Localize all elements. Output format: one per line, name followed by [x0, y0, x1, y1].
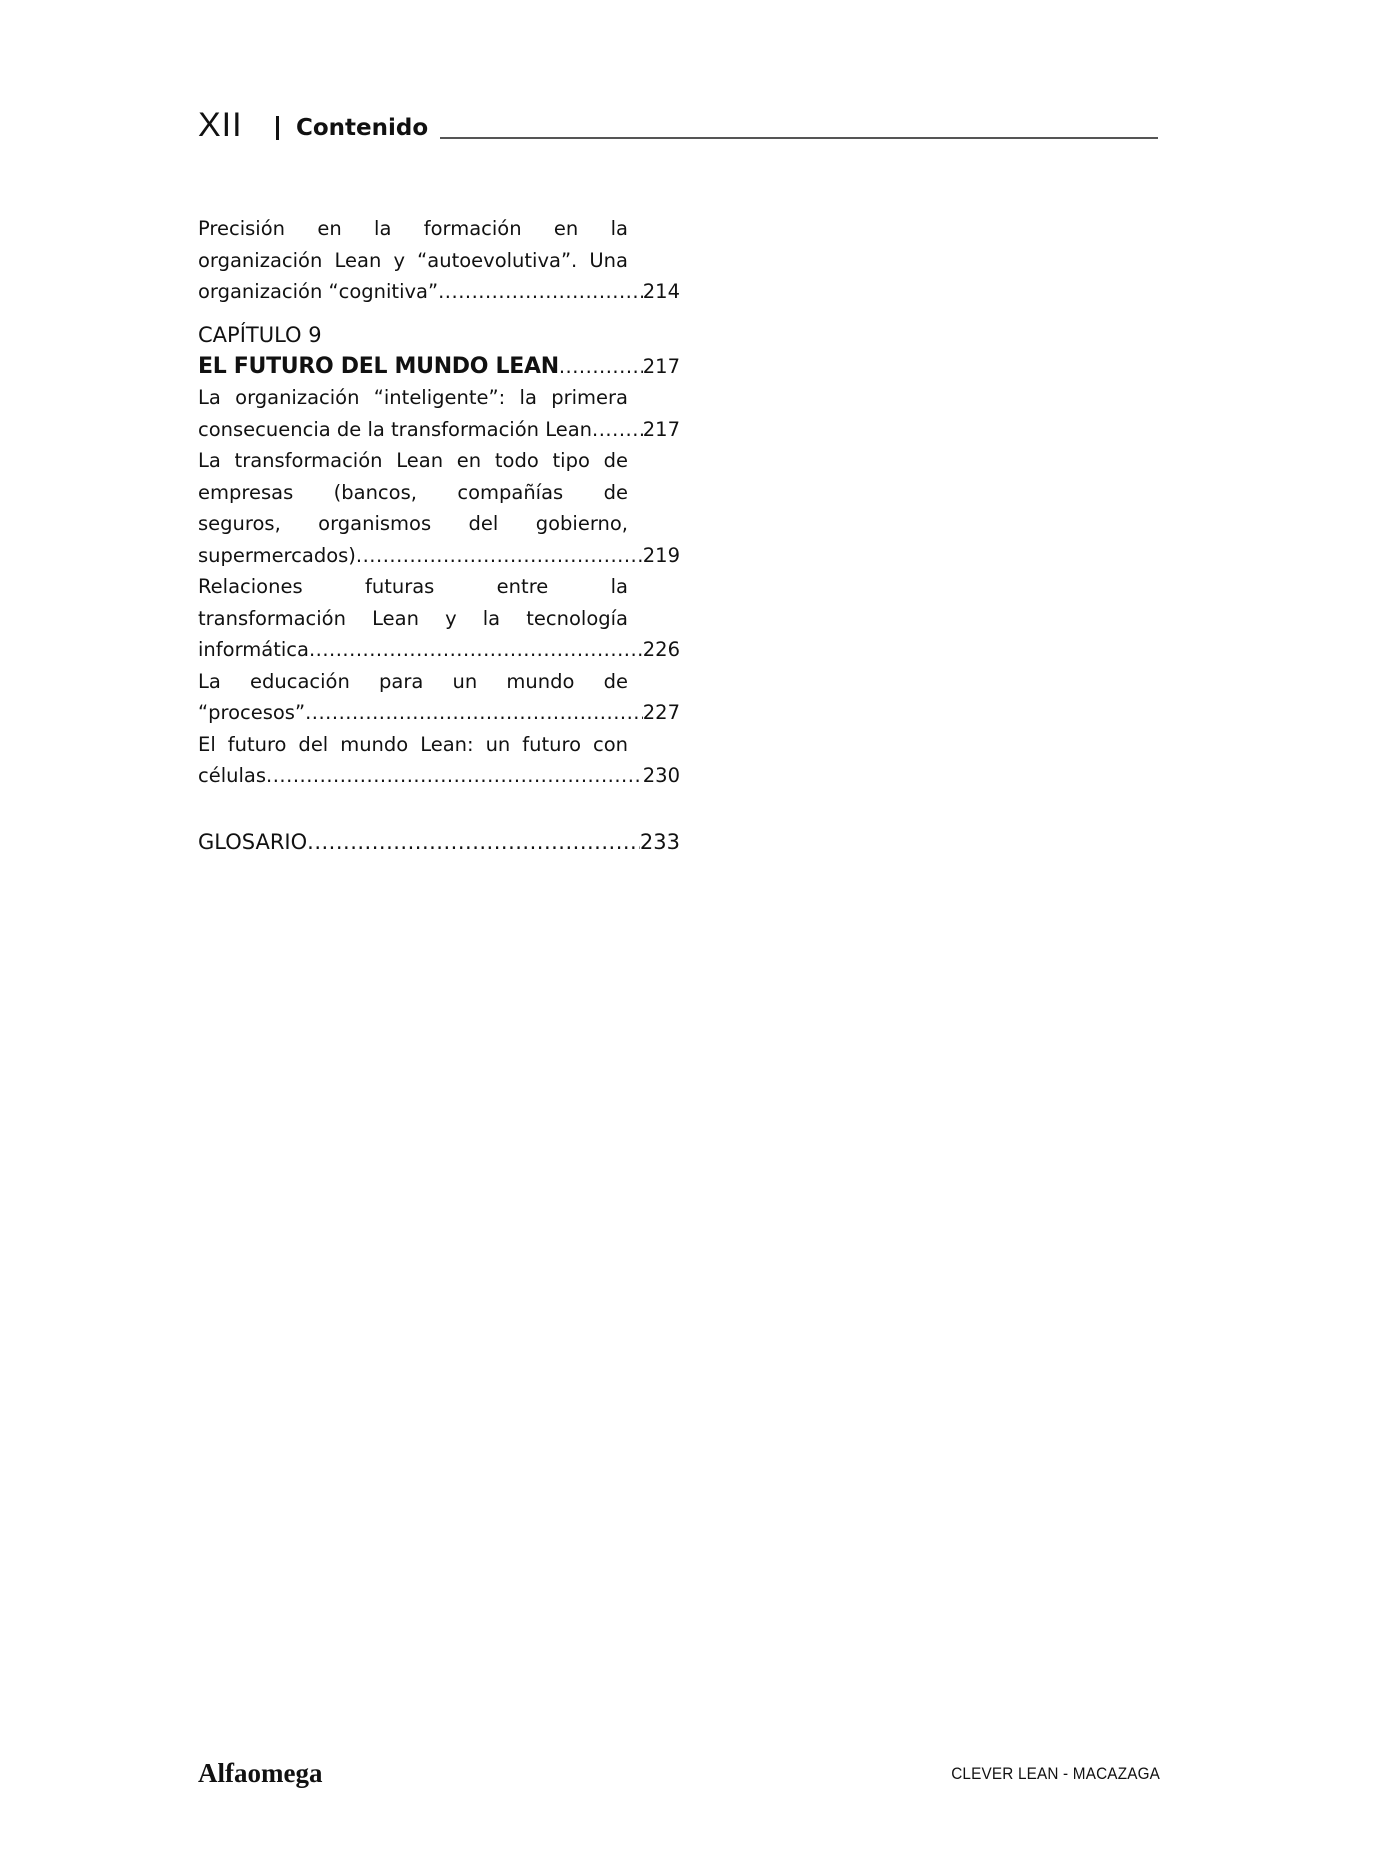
toc-entry[interactable] — [198, 571, 680, 666]
page-header — [198, 104, 1158, 154]
toc-entry-last-line — [198, 634, 680, 666]
dot-leader — [356, 540, 643, 572]
toc-entry-last-line — [198, 697, 680, 729]
toc-entry-last-line — [198, 540, 680, 572]
toc-entry-line: empresas (bancos, compañías de — [198, 480, 628, 504]
header-separator — [276, 116, 279, 140]
toc-entry-text: supermercados) — [198, 543, 356, 567]
toc-page-number: 219 — [642, 543, 680, 567]
chapter-entry[interactable] — [198, 351, 680, 383]
table-of-contents — [198, 213, 680, 858]
toc-entry-line: seguros, organismos del gobierno, — [198, 512, 628, 535]
page-number: XII — [198, 106, 243, 144]
dot-leader — [305, 697, 643, 729]
toc-entry-text: células — [198, 764, 267, 787]
toc-entry-last-line — [198, 414, 680, 446]
toc-entry[interactable] — [198, 213, 680, 308]
toc-page-number: 230 — [642, 764, 680, 787]
toc-entry-line: La organización “inteligente”: la primera — [198, 386, 628, 409]
toc-page-number: 217 — [642, 417, 680, 441]
dot-leader — [309, 634, 643, 666]
glossary-line — [198, 827, 680, 859]
chapter-title-line — [198, 351, 680, 383]
toc-entry-line: organización Lean y “autoevolutiva”. Una — [198, 248, 628, 272]
glossary-label: GLOSARIO — [198, 829, 308, 854]
toc-entry-line: El futuro del mundo Lean: un futuro con — [198, 732, 628, 756]
toc-entry[interactable] — [198, 382, 680, 445]
dot-leader — [266, 760, 643, 792]
toc-entry-last-line — [198, 760, 680, 792]
toc-page-number: 233 — [639, 829, 680, 854]
dot-leader — [307, 827, 640, 859]
toc-entry-last-line — [198, 276, 680, 308]
toc-entry-line: transformación Lean y la tecnología — [198, 606, 628, 630]
dot-leader — [559, 351, 643, 383]
toc-entry-text: informática — [198, 638, 309, 661]
chapter-label: CAPÍTULO 9 — [198, 322, 322, 347]
toc-entry-text: “procesos” — [198, 701, 306, 724]
toc-entry[interactable] — [198, 729, 680, 792]
book-info: CLEVER LEAN - MACAZAGA — [951, 1764, 1160, 1783]
toc-entry-line: Precisión en la formación en la — [198, 217, 628, 240]
toc-page-number: 214 — [642, 280, 680, 303]
toc-page-number: 227 — [642, 701, 680, 724]
toc-page-number: 217 — [642, 354, 680, 378]
toc-entry-text: organización “cognitiva” — [198, 280, 439, 303]
toc-entry-text: consecuencia de la transformación Lean — [198, 417, 593, 441]
toc-entry-line: Relaciones futuras entre la — [198, 575, 628, 598]
publisher-name: Alfaomega — [198, 1758, 323, 1788]
dot-leader — [592, 414, 643, 446]
dot-leader — [438, 276, 643, 308]
header-rule — [440, 137, 1158, 139]
toc-entry[interactable] — [198, 445, 680, 571]
toc-entry-line: La transformación Lean en todo tipo de — [198, 449, 628, 472]
toc-page-number: 226 — [642, 638, 680, 661]
section-title: Contenido — [296, 115, 429, 141]
glossary-entry[interactable] — [198, 827, 680, 859]
toc-entry-line: La educación para un mundo de — [198, 669, 628, 693]
toc-entry[interactable] — [198, 666, 680, 729]
chapter-title: EL FUTURO DEL MUNDO LEAN — [198, 353, 559, 379]
